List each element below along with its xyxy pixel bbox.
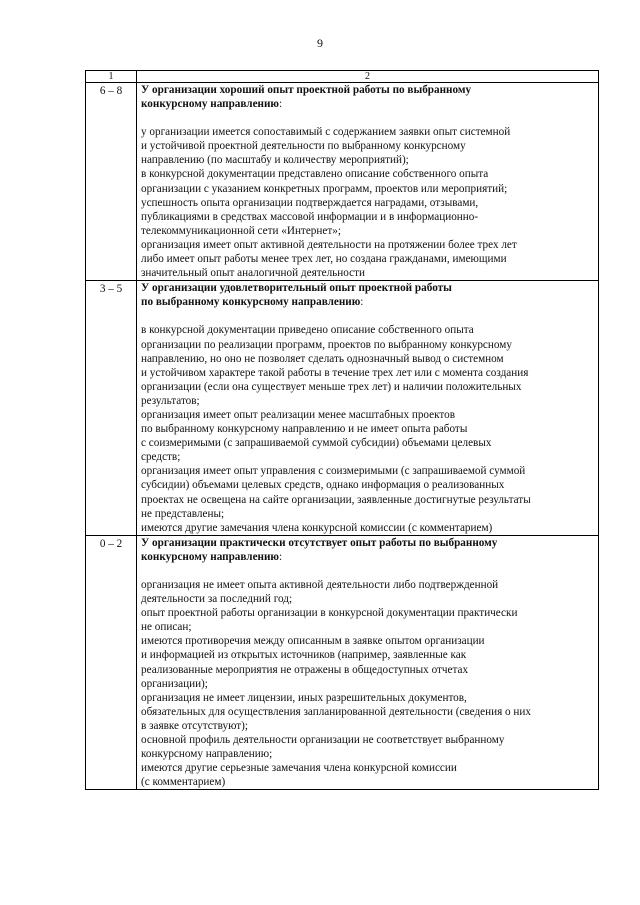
criteria-item-line: средств; — [141, 451, 181, 464]
criteria-item-line: конкурсному направлению; — [141, 748, 273, 761]
criteria-heading — [141, 281, 594, 309]
criteria-table — [85, 70, 599, 790]
criteria-table-body — [86, 71, 599, 790]
table-row — [86, 535, 599, 790]
criteria-item-line: либо имеет опыт работы менее трех лет, но создана гражданами, имеющими — [141, 253, 507, 266]
criteria-item-line: и информацией из открытых источников (например, заявленные как — [141, 649, 467, 662]
heading-line: конкурсному направлению: — [141, 550, 283, 563]
criteria-item-line: направлению, но оно не позволяет сделать однозначный вывод о системном — [141, 352, 504, 365]
criteria-item-line: результатов; — [141, 394, 200, 407]
score-range: 0 – 2 — [86, 535, 137, 790]
criteria-item-line: значительный опыт аналогичной деятельности — [141, 267, 365, 280]
criteria-item-line: и устойчивом характере такой работы в течение трех лет или с момента создания — [141, 366, 529, 379]
column-header-row — [86, 71, 599, 83]
criteria-item-line: имеются другие серьезные замечания члена конкурсной комиссии — [141, 762, 457, 775]
criteria-item-line: проектах не освещена на сайте организации, заявленные достигнутые результаты — [141, 493, 531, 506]
criteria-item-line: организация не имеет опыта активной деятельности либо подтвержденной — [141, 579, 499, 591]
heading-line: У организации практически отсутствует опыт работы по выбранному — [141, 536, 498, 549]
criteria-item-line: субсидии) объемами целевых средств, однако информация о реализованных — [141, 479, 505, 492]
criteria-item-line: публикациями в средствах массовой информации и в информационно- — [141, 210, 479, 223]
criteria-items — [141, 125, 594, 280]
criteria-item-line: деятельности за последний год; — [141, 593, 293, 606]
criteria-item-line: в заявке отсутствуют); — [141, 719, 249, 732]
heading-line: У организации удовлетворительный опыт проектной работы — [141, 282, 452, 295]
criteria-heading — [141, 536, 594, 564]
heading-line: У организации хороший опыт проектной работы по выбранному — [141, 84, 472, 96]
criteria-item-line: не описан; — [141, 621, 192, 634]
page-number: 9 — [317, 36, 323, 50]
criteria-item-line: имеются противоречия между описанным в заявке опытом организации — [141, 635, 485, 648]
criteria-item-line: основной профиль деятельности организации не соответствует выбранному — [141, 734, 505, 747]
heading-line: конкурсному направлению: — [141, 98, 283, 111]
column-header-description: 2 — [137, 71, 599, 83]
score-range: 6 – 8 — [86, 83, 137, 281]
criteria-item-line: в конкурсной документации приведено описание собственного опыта — [141, 324, 474, 337]
criteria-item-line: и устойчивой проектной деятельности по выбранному конкурсному — [141, 140, 466, 153]
criteria-items — [141, 323, 594, 534]
criteria-item-line: успешность опыта организации подтверждается наградами, отзывами, — [141, 196, 479, 209]
table-row — [86, 281, 599, 536]
criteria-item-line: организации с указанием конкретных программ, проектов или мероприятий; — [141, 182, 508, 195]
criteria-item-line: не представлены; — [141, 507, 225, 520]
criteria-description — [137, 535, 599, 790]
criteria-heading — [141, 83, 594, 111]
criteria-item-line: реализованные мероприятия не отражены в общедоступных отчетах — [141, 663, 469, 676]
column-header-score: 1 — [86, 71, 137, 83]
table-row — [86, 83, 599, 281]
criteria-description — [137, 83, 599, 281]
criteria-item-line: организации по реализации программ, проектов по выбранному конкурсному — [141, 338, 512, 351]
criteria-item-line: организация имеет опыт управления с соизмеримыми (с запрашиваемой суммой — [141, 465, 526, 478]
score-range: 3 – 5 — [86, 281, 137, 536]
criteria-item-line: телекоммуникационной сети «Интернет»; — [141, 224, 341, 237]
criteria-item-line: у организации имеется сопоставимый с содержанием заявки опыт системной — [141, 126, 511, 139]
criteria-item-line: организации (если она существует меньше трех лет) и наличии положительных — [141, 380, 522, 393]
criteria-item-line: обязательных для осуществления запланированной деятельности (сведения о них — [141, 705, 531, 718]
criteria-item-line: с соизмеримыми (с запрашиваемой суммой субсидии) объемами целевых — [141, 437, 492, 450]
criteria-item-line: организация имеет опыт реализации менее масштабных проектов — [141, 408, 456, 421]
criteria-item-line: (с комментарием) — [141, 776, 226, 789]
criteria-item-line: организации); — [141, 677, 208, 690]
criteria-item-line: имеются другие замечания члена конкурсной комиссии (с комментарием) — [141, 521, 493, 534]
heading-line: по выбранному конкурсному направлению: — [141, 296, 364, 309]
criteria-item-line: опыт проектной работы организации в конкурсной документации практически — [141, 607, 518, 620]
criteria-items — [141, 578, 594, 789]
criteria-item-line: направлению (по масштабу и количеству мероприятий); — [141, 154, 409, 167]
criteria-item-line: организация не имеет лицензии, иных разрешительных документов, — [141, 691, 467, 704]
criteria-description — [137, 281, 599, 536]
criteria-item-line: по выбранному конкурсному направлению и не имеет опыта работы — [141, 423, 468, 436]
criteria-item-line: в конкурсной документации представлено описание собственного опыта — [141, 168, 489, 181]
criteria-item-line: организация имеет опыт активной деятельности на протяжении более трех лет — [141, 238, 517, 251]
